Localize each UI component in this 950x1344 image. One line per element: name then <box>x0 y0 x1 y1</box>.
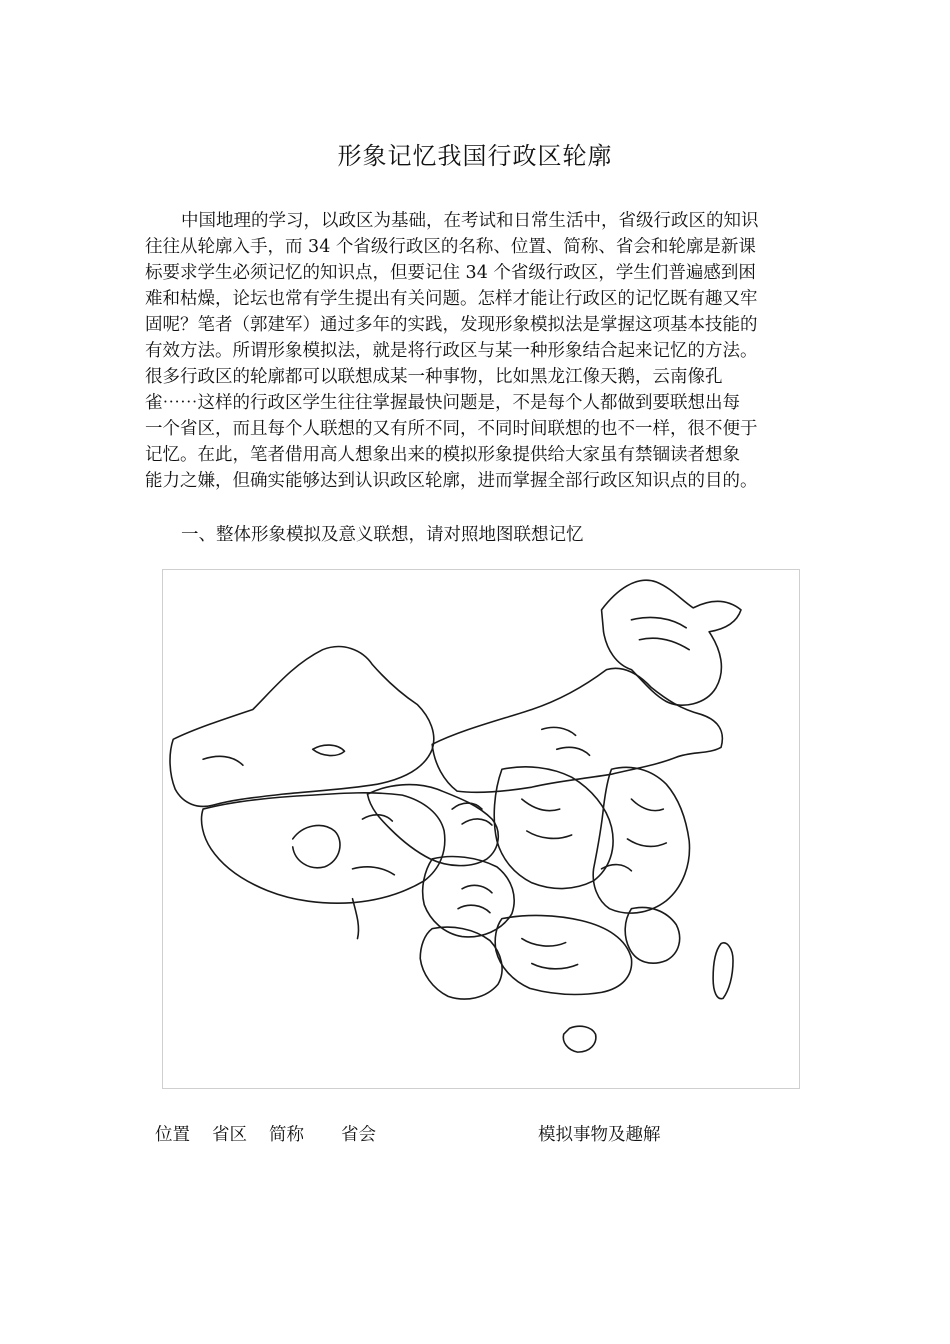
paragraph-line: 有效方法。所谓形象模拟法，就是将行政区与某一种形象结合起来记忆的方法。 <box>145 341 758 361</box>
hainan-outline <box>563 1026 596 1052</box>
swan-outline <box>602 580 741 705</box>
header-capital: 省会 <box>341 1125 376 1145</box>
xinjiang-outline <box>170 647 434 807</box>
paragraph-line: 往往从轮廓入手，而 34 个省级行政区的名称、位置、简称、省会和轮廓是新课 <box>145 237 756 257</box>
central-provinces-outline <box>494 767 613 889</box>
paragraph-line: 记忆。在此，笔者借用高人想象出来的模拟形象提供给大家虽有禁锢读者想象 <box>145 445 740 465</box>
fujian-outline <box>625 907 679 963</box>
header-province: 省区 <box>212 1125 247 1145</box>
china-animal-map-figure <box>162 569 800 1089</box>
paragraph-line: 中国地理的学习，以政区为基础，在考试和日常生活中，省级行政区的知识 <box>181 211 759 231</box>
southern-provinces-outline <box>495 915 631 994</box>
paragraph-line: 能力之嫌，但确实能够达到认识政区轮廓，进而掌握全部行政区知识点的目的。 <box>145 471 758 491</box>
qinghai-outline <box>367 785 498 866</box>
tibet-outline <box>202 793 445 903</box>
paragraph-line: 一个省区，而且每个人联想的又有所不同，不同时间联想的也不一样，很不便于 <box>145 419 758 439</box>
paragraph-line: 很多行政区的轮廓都可以联想成某一种事物，比如黑龙江像天鹅，云南像孔 <box>145 367 723 387</box>
paragraph-line: 雀⋯⋯这样的行政区学生往往掌握最快问题是，不是每个人都做到要联想出每 <box>145 393 740 413</box>
taiwan-outline <box>713 943 733 999</box>
paragraph-line: 难和枯燥，论坛也常有学生提出有关问题。怎样才能让行政区的记忆既有趣又牢 <box>145 289 758 309</box>
paragraph-line: 固呢？笔者（郭建军）通过多年的实践，发现形象模拟法是掌握这项基本技能的 <box>145 315 758 335</box>
inner-mongolia-outline <box>432 668 722 792</box>
east-coast-outline <box>593 767 689 913</box>
intro-paragraph <box>145 208 845 494</box>
page-title: 形象记忆我国行政区轮廓 <box>337 142 613 170</box>
paragraph-line: 标要求学生必须记忆的知识点，但要记住 34 个省级行政区，学生们普遍感到困 <box>145 263 756 283</box>
china-animal-map-drawing <box>163 570 799 1088</box>
header-abbreviation: 简称 <box>269 1125 304 1145</box>
header-imagery: 模拟事物及趣解 <box>538 1125 661 1145</box>
yunnan-outline <box>420 927 502 999</box>
header-position: 位置 <box>155 1125 190 1145</box>
section-heading: 一、整体形象模拟及意义联想，请对照地图联想记忆 <box>181 525 584 545</box>
